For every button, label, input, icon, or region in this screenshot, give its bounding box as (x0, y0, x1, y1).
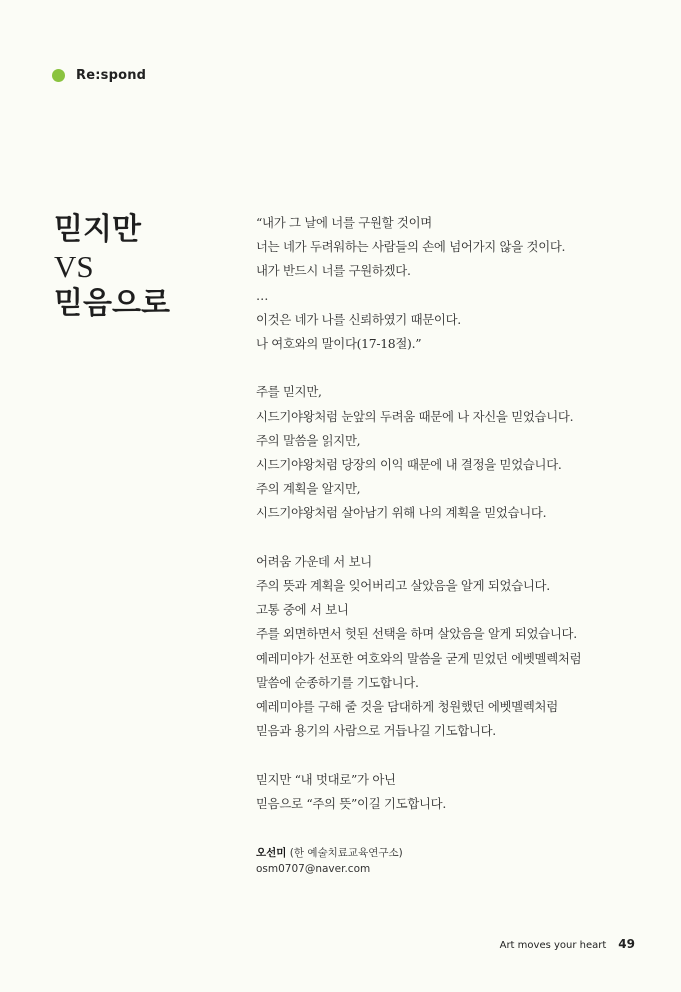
body-line: 어려움 가운데 서 보니 (256, 553, 372, 569)
section-tag (52, 68, 146, 83)
page-footer (500, 937, 635, 951)
author-name: 오선미 (256, 847, 287, 859)
author-block (256, 846, 403, 877)
body-line: 예레미야가 선포한 여호와의 말씀을 굳게 믿었던 에벳멜렉처럼 (256, 650, 582, 666)
body-line: … (256, 287, 269, 303)
body-line: 믿지만 “내 멋대로”가 아닌 (256, 771, 396, 787)
body-paragraph (256, 550, 656, 744)
title-line-3: 믿음으로 (54, 286, 170, 321)
body-line: 시드기야왕처럼 당장의 이익 때문에 내 결정을 믿었습니다. (256, 457, 562, 473)
footer-text: Art moves your heart (499, 940, 607, 951)
body-line: 내가 반드시 너를 구원하겠다. (256, 263, 411, 279)
page-number: 49 (618, 937, 635, 951)
author-email: osm0707@naver.com (256, 862, 371, 875)
body-line: 예레미야를 구해 줄 것을 담대하게 청원했던 에벳멜렉처럼 (256, 699, 558, 715)
body-line: “내가 그 날에 너를 구원할 것이며 (256, 215, 432, 230)
body-line: 고통 중에 서 보니 (256, 602, 349, 618)
body-line: 시드기야왕처럼 살아남기 위해 나의 계획을 믿었습니다. (256, 505, 547, 521)
body-line: 주의 계획을 알지만, (256, 481, 361, 497)
author-affiliation: (한 예술치료교육연구소) (289, 847, 403, 859)
body-line: 말씀에 순종하기를 기도합니다. (256, 674, 419, 690)
body-line: 나 여호와의 말이다(17-18절).” (256, 336, 422, 352)
green-dot-icon (52, 69, 65, 82)
body-line: 주를 외면하면서 헛된 선택을 하며 살았음을 알게 되었습니다. (256, 626, 577, 642)
body-line: 주의 뜻과 계획을 잊어버리고 살았음을 알게 되었습니다. (256, 578, 550, 594)
body-line: 주를 믿지만, (256, 384, 322, 400)
body-line: 믿음과 용기의 사람으로 거듭나길 기도합니다. (256, 723, 496, 739)
body-line: 믿음으로 “주의 뜻”이길 기도합니다. (256, 795, 446, 811)
title-line-2: VS (54, 249, 94, 284)
body-line: 너는 네가 두려워하는 사람들의 손에 넘어가지 않을 것이다. (256, 239, 566, 255)
body-line: 주의 말씀을 읽지만, (256, 432, 361, 448)
article-title (54, 211, 170, 322)
section-label: Re:spond (76, 68, 147, 83)
body-paragraph (256, 768, 656, 816)
body-line: 시드기야왕처럼 눈앞의 두려움 때문에 나 자신을 믿었습니다. (256, 408, 574, 424)
body-paragraph (256, 211, 656, 356)
title-line-1: 믿지만 (54, 212, 141, 247)
article-body (256, 211, 656, 816)
body-line: 이것은 네가 나를 신뢰하였기 때문이다. (256, 311, 461, 327)
body-paragraph (256, 380, 656, 525)
